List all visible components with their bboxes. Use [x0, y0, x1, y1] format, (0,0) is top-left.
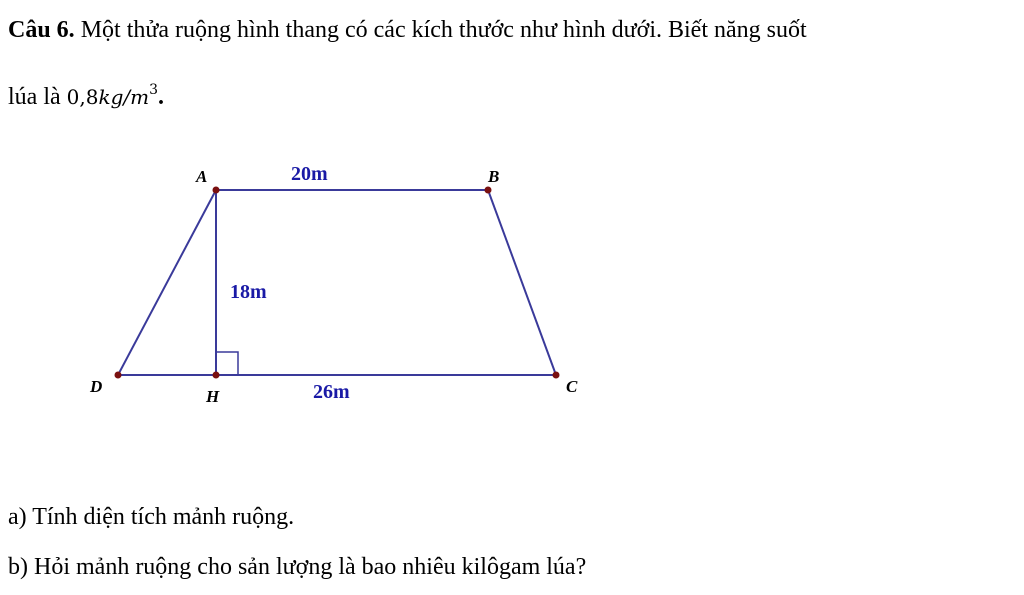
yield-unit: kg/m [98, 85, 150, 109]
dimension-height: 18m [230, 281, 267, 303]
point-a [213, 187, 220, 194]
point-h [213, 372, 220, 379]
label-c: C [566, 377, 578, 396]
part-b-question: b) Hỏi mảnh ruộng cho sản lượng là bao nhiêu kilôgam lúa? [8, 554, 587, 580]
question-number: Câu 6. [8, 17, 75, 43]
point-c [553, 372, 560, 379]
edge-da [118, 190, 216, 375]
point-d [115, 372, 122, 379]
label-d: D [90, 377, 103, 396]
part-a-question: a) Tính diện tích mảnh ruộng. [8, 504, 295, 530]
yield-formula [66, 82, 158, 109]
dimension-top-base: 20m [291, 163, 328, 185]
label-b: B [488, 167, 500, 186]
question-text-continued: lúa là [8, 84, 67, 110]
yield-exponent: 3 [149, 82, 158, 98]
question-line-1 [8, 16, 807, 44]
question-text: Một thửa ruộng hình thang có các kích thước như hình dưới. Biết năng suốt [74, 17, 807, 43]
label-a: A [196, 167, 208, 186]
edge-bc [488, 190, 556, 375]
point-b [485, 187, 492, 194]
right-angle-marker [216, 352, 238, 375]
dimension-bottom-segment: 26m [313, 381, 350, 403]
label-h: H [206, 387, 220, 406]
sentence-end: . [158, 84, 164, 110]
yield-value: 0,8 [66, 85, 99, 109]
question-line-2 [8, 76, 164, 111]
